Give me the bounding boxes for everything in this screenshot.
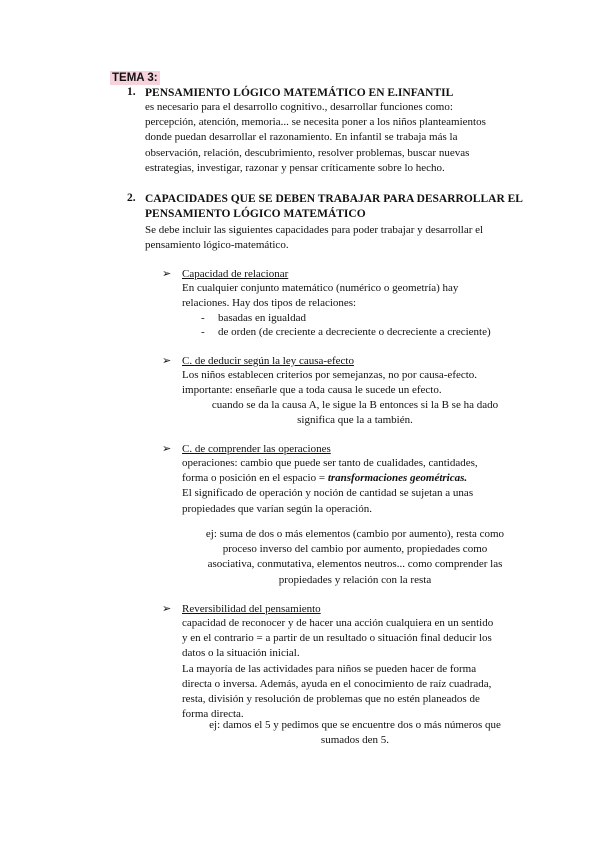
bullet-4-body	[182, 616, 528, 722]
text-line: datos o la situación inicial.	[182, 647, 300, 660]
text-line: cuando se da la causa A, le sigue la B entonces si la B se ha dado	[211, 399, 499, 411]
bullet-3-title: C. de comprender las operaciones	[182, 443, 331, 455]
text-line: propiedades que varían según la operación.	[182, 502, 372, 515]
tema-heading: TEMA 3:	[112, 72, 158, 84]
text-line: sumados den 5.	[320, 734, 390, 747]
section-2-number: 2.	[127, 192, 136, 204]
bullet-1-item-1: basadas en igualdad	[218, 312, 306, 324]
section-2-title-line1: CAPACIDADES QUE SE DEBEN TRABAJAR PARA DESARROLLAR EL	[145, 193, 523, 205]
bullet-1-item-2: de orden (de creciente a decreciente o decreciente a creciente)	[218, 326, 491, 338]
text-line: capacidad de reconocer y de hacer una acción cualquiera en un sentido	[182, 617, 494, 629]
arrow-bullet-icon: ➢	[162, 354, 172, 367]
text-line: estrategias, investigar, razonar y pensar críticamente sobre lo hecho.	[145, 161, 445, 174]
text-span: forma o posición en el espacio =	[182, 472, 328, 485]
section-2-title-line2: PENSAMIENTO LÓGICO MATEMÁTICO	[145, 208, 366, 220]
text-line: ej: suma de dos o más elementos (cambio por aumento), resta como	[205, 528, 505, 540]
text-line: significa que la a también.	[297, 414, 413, 427]
section-1-body	[145, 100, 528, 176]
text-line	[182, 471, 528, 486]
text-line: asociativa, conmutativa, elementos neutros... como comprender las	[207, 558, 503, 571]
bullet-2-body	[182, 368, 532, 398]
bullet-3-body	[182, 456, 528, 517]
section-1-title: PENSAMIENTO LÓGICO MATEMÁTICO EN E.INFANTIL	[145, 87, 454, 99]
text-line: proceso inverso del cambio por aumento, propiedades como	[222, 543, 488, 556]
text-line: observación, relación, descubrimiento, resolver problemas, buscar nuevas	[145, 146, 470, 159]
text-line: donde puedan desarrollar el razonamiento. En infantil se trabaja más la	[145, 131, 458, 144]
text-line: ej: damos el 5 y pedimos que se encuentre dos o más números que	[209, 719, 501, 731]
text-line: operaciones: cambio que puede ser tanto de cualidades, cantidades,	[182, 457, 478, 469]
text-line: resta, división y resolución de problemas que no estén planeados de	[182, 693, 480, 706]
text-line: importante: enseñarle que a toda causa le sucede un efecto.	[182, 384, 442, 397]
dash-marker: -	[201, 312, 205, 324]
text-line: La mayoría de las actividades para niños se pueden hacer de forma	[182, 662, 477, 675]
text-line: propiedades y relación con la resta	[278, 573, 432, 586]
text-line: directa o inversa. Además, ayuda en el conocimiento de raíz cuadrada,	[182, 677, 492, 690]
text-line: En cualquier conjunto matemático (numérico o geometría) hay	[182, 282, 459, 294]
section-1-number: 1.	[127, 86, 136, 98]
bullet-3-example	[182, 527, 528, 588]
section-2-intro	[145, 223, 530, 253]
text-line: pensamiento lógico-matemático.	[145, 239, 289, 252]
text-line: Los niños establecen criterios por semejanzas, no por causa-efecto.	[182, 369, 478, 381]
bullet-4-title: Reversibilidad del pensamiento	[182, 603, 321, 615]
bullet-2-title: C. de deducir según la ley causa-efecto	[182, 355, 354, 367]
bullet-2-example	[182, 398, 528, 428]
bullet-1-body	[182, 281, 528, 311]
text-line: Se debe incluir las siguientes capacidades para poder trabajar y desarrollar el	[145, 224, 484, 236]
text-line: percepción, atención, memoria... se necesita poner a los niños planteamientos	[145, 116, 486, 129]
arrow-bullet-icon: ➢	[162, 442, 172, 455]
arrow-bullet-icon: ➢	[162, 602, 172, 615]
text-line: El significado de operación y noción de cantidad se sujetan a unas	[182, 487, 474, 500]
text-line: forma directa.	[182, 708, 244, 721]
emphasis-text: transformaciones geométricas.	[327, 472, 468, 485]
bullet-4-example	[182, 718, 528, 748]
bullet-1-title: Capacidad de relacionar	[182, 268, 289, 280]
arrow-bullet-icon: ➢	[162, 267, 172, 280]
text-line: es necesario para el desarrollo cognitivo., desarrollar funciones como:	[145, 101, 453, 113]
text-line: relaciones. Hay dos tipos de relaciones:	[182, 297, 357, 310]
text-line: y en el contrario = a partir de un resultado o situación final deducir los	[182, 632, 492, 645]
dash-marker: -	[201, 326, 205, 338]
